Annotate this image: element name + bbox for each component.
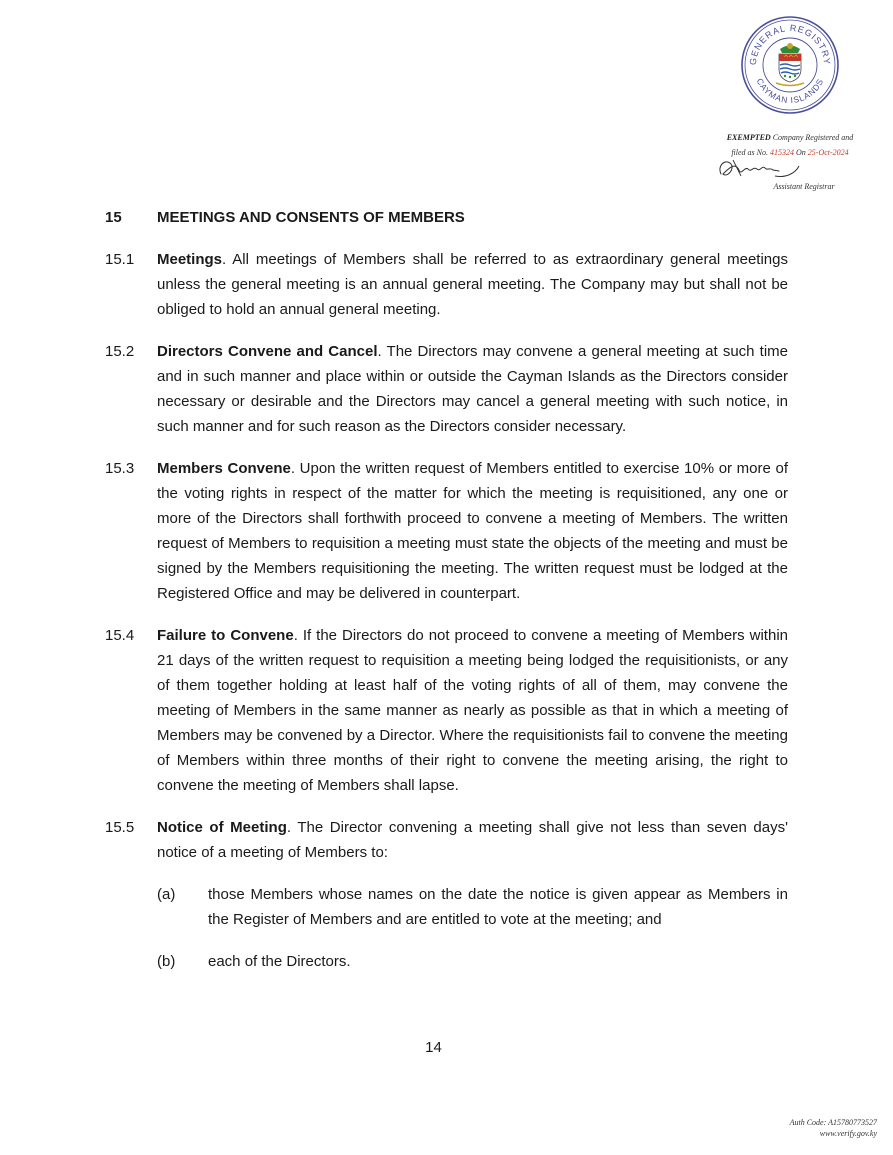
clause-body (157, 815, 788, 865)
document-body (105, 205, 788, 991)
clause-number: 15.3 (105, 460, 135, 477)
sub-item-text: each of the Directors. (208, 953, 351, 970)
clause-body (157, 339, 788, 439)
stamp-registration-line (720, 133, 860, 142)
clause-number: 15.1 (105, 251, 135, 268)
seal-top-text: GENERAL REGISTRY (747, 22, 833, 66)
clause-heading: Members Convene (157, 460, 291, 477)
clause-heading: Failure to Convene (157, 627, 294, 644)
clause-body (157, 247, 788, 322)
clause-body (157, 623, 788, 798)
clause-text: . The Directors may convene a general meeting at such time and in such manner and place within or outside the Cayman Islands as the Directors consider necessary or desirable and the Directors may cancel a general meeting with such notice, in such manner and for such reason as the Directors consider necessary. (157, 343, 788, 435)
clause-15-2 (105, 339, 788, 439)
stamp-registered-text: Company Registered and (770, 133, 854, 142)
clause-text: . The Director convening a meeting shall give not less than seven days' notice of a meeting of Members to: (157, 819, 788, 861)
coat-of-arms-icon (776, 43, 804, 86)
stamp-filed-number: 415324 (770, 148, 794, 157)
section-title: MEETINGS AND CONSENTS OF MEMBERS (157, 209, 465, 226)
sub-item-label: (b) (157, 953, 176, 970)
page-number: 14 (425, 1039, 442, 1056)
clause-number: 15.4 (105, 627, 135, 644)
clause-15-1 (105, 247, 788, 322)
auth-code: Auth Code: A15780773527 (789, 1118, 877, 1127)
verify-website: www.verify.gov.ky (819, 1129, 877, 1138)
clause-number: 15.5 (105, 819, 135, 836)
sub-item-label: (a) (157, 886, 176, 903)
stamp-filed-prefix: filed as No. (731, 148, 770, 157)
clause-number: 15.2 (105, 343, 135, 360)
sub-item-text: those Members whose names on the date the notice is given appear as Members in the Register of Members and are entitled to vote at the meeting; and (208, 886, 788, 928)
clause-heading: Notice of Meeting (157, 819, 287, 836)
clause-15-5 (105, 815, 788, 865)
clause-15-4 (105, 623, 788, 798)
sub-item-a (157, 882, 788, 932)
section-number: 15 (105, 209, 122, 226)
clause-15-3 (105, 456, 788, 606)
stamp-status: EXEMPTED (726, 133, 771, 142)
clause-heading: Directors Convene and Cancel (157, 343, 378, 360)
clause-text: . If the Directors do not proceed to convene a meeting of Members within 21 days of the written request to requisition a meeting being lodged the requisitionists, or any of them together holding at least half of the voting rights of all of them, may convene the meeting of Members in the same manner as nearly as possible as that in which a meeting of Members may be convened by a Director. Where the requisitionists fail to convene the meeting of Members within three months of their right to convene the meeting arising, the right to convene the meeting of Members shall lapse. (157, 627, 788, 794)
clause-body (157, 456, 788, 606)
verification-footer (790, 1117, 877, 1139)
section-heading (105, 205, 788, 230)
general-registry-seal-icon (740, 15, 840, 115)
stamp-on-label: On (794, 148, 808, 157)
seal-bottom-text: CAYMAN ISLANDS (754, 76, 826, 106)
stamp-filed-date: 25-Oct-2024 (807, 148, 849, 157)
clause-text: . All meetings of Members shall be referred to as extraordinary general meetings unless the general meeting is an annual general meeting. The Company may but shall not be obliged to hold an annual general meeting. (157, 251, 788, 318)
clause-text: . Upon the written request of Members entitled to exercise 10% or more of the voting rights in respect of the matter for which the meeting is requisitioned, any one or more of the Directors shall forthwith proceed to convene a meeting of Members. The written request of Members to requisition a meeting must state the objects of the meeting and must be signed by the Members requisitioning the meeting. The written request must be lodged at the Registered Office and may be delivered in counterpart. (157, 460, 788, 602)
sub-item-b (157, 949, 788, 974)
clause-heading: Meetings (157, 251, 223, 268)
stamp-signatory-title: Assistant Registrar (773, 182, 835, 191)
